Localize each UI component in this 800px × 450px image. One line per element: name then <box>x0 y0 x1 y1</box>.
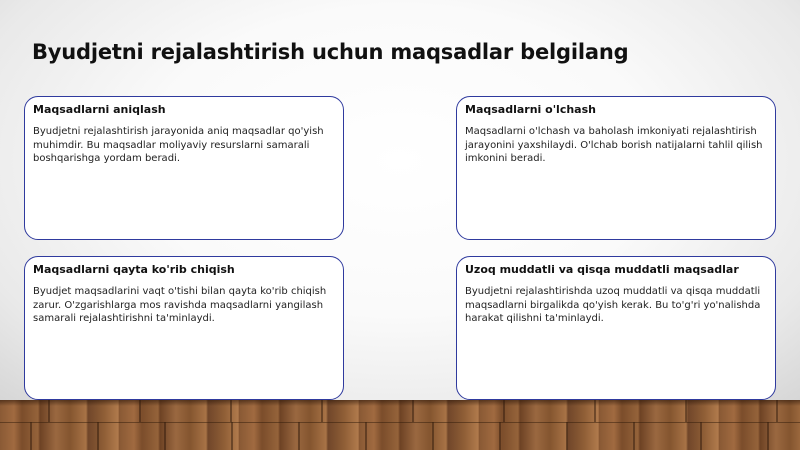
card-measure-goals <box>456 96 776 240</box>
card-long-short-term-goals <box>456 256 776 400</box>
card-title: Maqsadlarni qayta ko'rib chiqish <box>33 263 235 276</box>
card-text: Maqsadlarni o'lchash va baholash imkoniyati rejalashtirish jarayonini yaxshilaydi. O'lchab borish natijalarni tahlil qilish imkonini beradi. <box>465 126 763 164</box>
card-text: Byudjetni rejalashtirishda uzoq muddatli va qisqa muddatli maqsadlarni birgalikda qo'yish kerak. Bu to'g'ri yo'nalishda harakat qilishni ta'minlaydi. <box>465 286 761 324</box>
card-review-goals <box>24 256 344 400</box>
card-text: Byudjetni rejalashtirish jarayonida aniq maqsadlar qo'yish muhimdir. Bu maqsadlar moliyaviy resurslarni samarali boshqarishga yordam beradi. <box>33 126 324 164</box>
card-define-goals <box>24 96 344 240</box>
card-title: Maqsadlarni o'lchash <box>465 103 596 116</box>
wooden-floor <box>0 400 800 450</box>
card-title: Maqsadlarni aniqlash <box>33 103 166 116</box>
card-text: Byudjet maqsadlarini vaqt o'tishi bilan qayta ko'rib chiqish zarur. O'zgarishlarga mos ravishda maqsadlarni yangilash samarali rejalashtirishni ta'minlaydi. <box>33 286 327 324</box>
card-title: Uzoq muddatli va qisqa muddatli maqsadlar <box>465 263 739 276</box>
slide-title: Byudjetni rejalashtirish uchun maqsadlar belgilang <box>32 40 629 64</box>
